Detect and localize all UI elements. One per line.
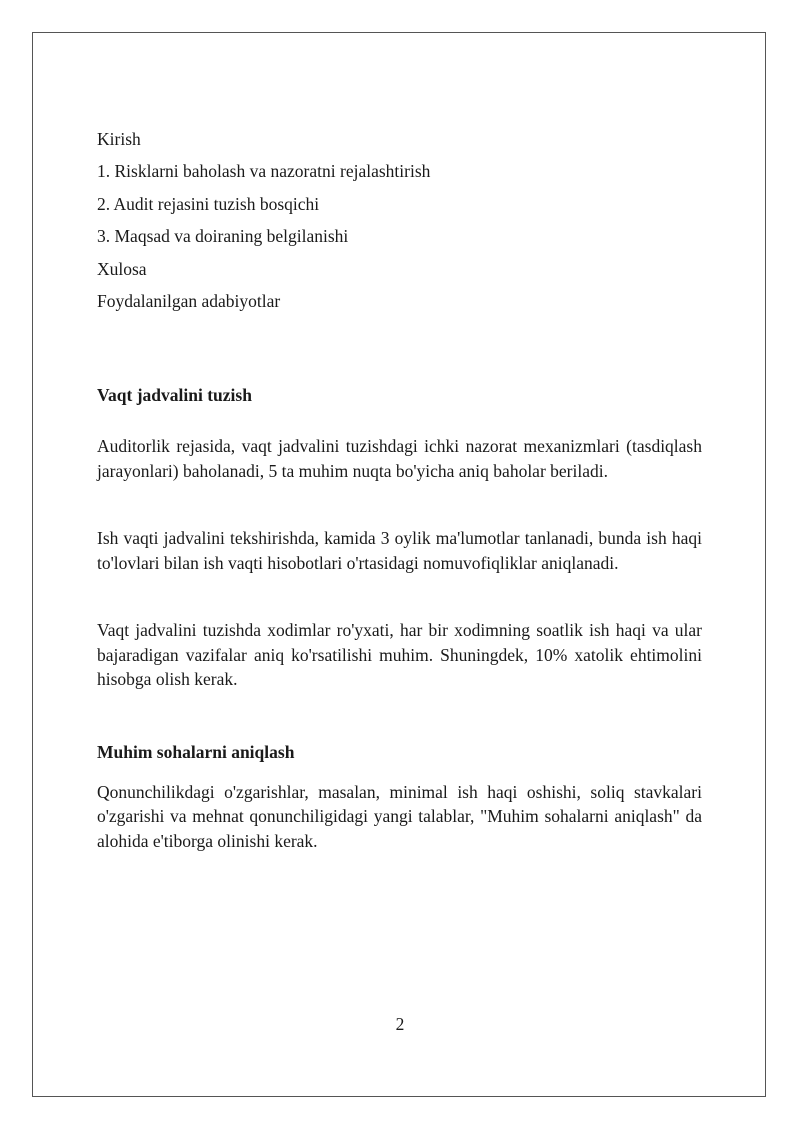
paragraph: Ish vaqti jadvalini tekshirishda, kamida 3 oylik ma'lumotlar tanlanadi, bunda ish haqi to'lovlari bilan ish vaqti hisobotlari o'rtasidagi nomuvofiqliklar aniqlanadi.	[97, 528, 702, 573]
toc-item-references: Foydalanilgan adabiyotlar	[97, 290, 281, 311]
section-heading: Vaqt jadvalini tuzish	[97, 385, 252, 406]
toc-item-1: 1. Risklarni baholash va nazoratni rejalashtirish	[97, 161, 431, 182]
page-number: 2	[395, 1014, 405, 1034]
toc-item-conclusion: Xulosa	[97, 258, 147, 279]
section-schedule	[97, 384, 702, 692]
paragraph: Vaqt jadvalini tuzishda xodimlar ro'yxati, har bir xodimning soatlik ish haqi va ular bajaradigan vazifalar aniq ko'rsatilishi muhim. Shuningdek, 10% xatolik ehtimolini hisobga olish kerak.	[97, 620, 702, 690]
toc-item-intro: Kirish	[97, 129, 141, 149]
document-body	[97, 128, 702, 853]
paragraph: Auditorlik rejasida, vaqt jadvalini tuzishdagi ichki nazorat mexanizmlari (tasdiqlash jarayonlari) baholanadi, 5 ta muhim nuqta bo'yicha aniq baholar beriladi.	[97, 436, 702, 481]
section-key-areas	[97, 741, 702, 854]
table-of-contents	[97, 128, 702, 322]
toc-item-2: 2. Audit rejasini tuzish bosqichi	[97, 193, 320, 214]
paragraph: Qonunchilikdagi o'zgarishlar, masalan, minimal ish haqi oshishi, soliq stavkalari o'zgarishi va mehnat qonunchiligidagi yangi talablar, "Muhim sohalarni aniqlash" da alohida e'tiborga olinishi kerak.	[97, 781, 702, 851]
toc-item-3: 3. Maqsad va doiraning belgilanishi	[97, 226, 349, 247]
section-heading: Muhim sohalarni aniqlash	[97, 741, 295, 762]
